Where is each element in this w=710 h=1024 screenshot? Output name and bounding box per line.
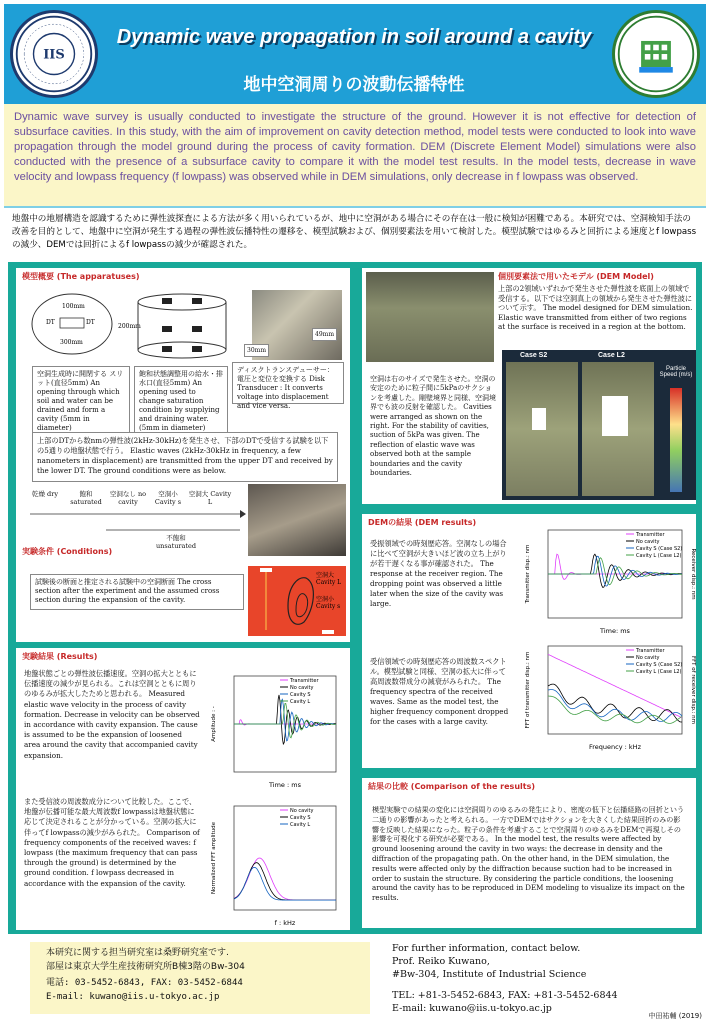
y-axis-label-right: Receiver disp.: nm [690, 548, 696, 600]
legend-entry: Cavity L (Case L2) [636, 669, 682, 675]
speed-colorbar [670, 388, 682, 492]
legend-entry: Cavity S (Case S2) [636, 546, 683, 552]
abstract-en: Dynamic wave survey is usually conducted to investigate the structure of the ground. However it is not effective for detection of subsurface cavities. In this study, with the aim of improvement on cavity detection method, model tests were conducted to look into wave propagation through the model ground during the process of cavity formation. DEM (Discrete Element Model) simulations were also conducted with the presence of a subsurface cavity to compare it with the model test results. In the model tests, decrease in wave velocity and lowpass frequency (f lowpass) was observed while in DEM simulations, only decrease in f lowpass was observed. [4, 104, 706, 208]
dem-cavity-description: 空洞は右のサイズで発生させた。空洞の安定のために粒子間に5kPaのサクションを考慮した。剛壁境界と同様、空洞境界でも波の反射を確認した。 Cavities were arranged as shown on the right. For the stability of cavities, suction of 5kPa was given. The reflection of elastic wave was observed both at the sample boundaries and the cavity boundaries. [366, 372, 500, 496]
poster-title-en: Dynamic wave propagation in soil around a cavity [116, 26, 592, 48]
y-axis-label: Transmitter disp.: nm [525, 544, 531, 604]
dem-frequency-chart [522, 640, 696, 752]
velocity-time-chart [208, 670, 350, 790]
contact-en-line2: Prof. Reiko Kuwano, [392, 956, 490, 967]
legend-entry: Transmitter [636, 648, 665, 654]
plot-area [548, 646, 682, 734]
dem-model-image [366, 272, 494, 362]
contact-jp-tel: 電話: 03-5452-6843, FAX: 03-5452-6844 [46, 978, 243, 988]
lab-logo [612, 10, 700, 98]
cross-section-description: 試験後の断面と推定される試験中の空洞断面 The cross section after the experiment and the assumed cross section during the expansion of the cavity. [30, 574, 244, 610]
iis-seal-icon [13, 13, 95, 95]
dim-49-label: 49mm [312, 328, 337, 341]
cavity-l-label: 空洞大 Cavity L [316, 572, 342, 586]
legend-entry: Cavity L (Case L2) [636, 553, 682, 559]
slit-description: 空洞生成時に開閉する スリット(直径5mm) An opening through which soil and water can be drained and form a cavity (5mm in diameter) [32, 366, 130, 434]
university-logo [10, 10, 98, 98]
comparison-text: 模型実験での結果の変化には空洞周りのゆるみの発生により、密度の低下と伝播経路の回折という二通りの影響があったと考えられる。一方でDEMではサクションを大きくした結果回折のみの影響を反映した結果になった。粒子の条件を考慮することで空洞周りのゆるみをDEMで再現しその影響を可視化する研究が必要である。 In the model test, the results were affected by ground loosening around the cavity in two ways: the decrease in density and the diffraction of the propagating path. On the other hand, in the DEM simulation, the results were affected only by the diffraction because suction had to be increased in order to sustain the structure. By considering the particle conditions, the loosening around the cavity has to be reproduced in DEM modeling to visualize its impact on the results. [368, 802, 690, 926]
plot-area [234, 806, 336, 910]
cross-section-photo [248, 484, 346, 556]
legend-entry: No cavity [636, 539, 660, 545]
svg-text:100mm: 100mm [62, 303, 85, 310]
dem-results-panel [360, 512, 698, 770]
contact-jp-line2: 部屋は東京大学生産技術研究所B棟3階のBw-304 [46, 962, 245, 972]
svg-text:IIS: IIS [43, 47, 65, 63]
svg-text:DT: DT [86, 319, 95, 326]
svg-text:300mm: 300mm [60, 339, 83, 346]
case-l2-label: Case L2 [598, 352, 625, 359]
legend-entry: Cavity S (Case S2) [636, 662, 683, 668]
y-axis-label: Amplitude : - [211, 706, 217, 742]
contact-en-line3: #Bw-304, Institute of Industrial Science [392, 969, 587, 980]
legend-entry: No cavity [290, 685, 314, 691]
apparatus-diagram [22, 286, 252, 364]
contact-en [392, 942, 702, 1018]
y-axis-label: FFT of transmitter disp.: nm [525, 651, 531, 729]
fft-chart [208, 800, 350, 928]
frequency-comparison-text: また受信波の周波数成分について比較した。ここで、地盤が伝播可能な最大周波数f lowpassは地盤状態に応じて決定されることが分かっている。空洞の拡大に伴ってf lowpassの減少がみられた。 Comparison of frequency components of the received waves: f lowpass (the maximum frequency that can pass through the ground) is determined by the ground condition. f lowpass decreased in accordance with the expansion of the cavity. [20, 794, 204, 926]
svg-text:200mm: 200mm [118, 323, 141, 330]
contact-jp-mail[interactable]: E-mail: kuwano@iis.u-tokyo.ac.jp [46, 992, 220, 1002]
cavity-l2-hole [602, 396, 628, 436]
elastic-wave-description: 上部のDTから数nmの弾性波(2kHz-30kHz)を発生させ、下部のDTで受信する試験を以下の5通りの地盤状態で行う。 Elastic waves (2kHz-30kHz in frequency, a few nanometers in displacement) are transmitted from the upper DT and received by the lower DT. The ground conditions were as below. [32, 432, 338, 482]
poster-header [4, 4, 706, 104]
cond-saturated: 飽和 saturated [70, 490, 102, 506]
results-panel [14, 646, 352, 932]
x-axis-label: Time : ms [269, 781, 301, 789]
abstract-jp: 地盤中の地層構造を認識するために弾性波探査による方法が多く用いられているが、地中に空洞がある場合にその存在は一般に検知が困難である。本研究では、空洞検知手法の改善を目的として、地盤中に空洞が発生する過程の弾性波伝播特性の遷移を、模型試験および、個別要素法を用いて検討した。模型試験ではゆるみと回折による速度とf lowpassの減少、DEMでは回折によるf lowpassの減少が確認された。 [4, 210, 706, 262]
dem-model-panel [360, 266, 698, 506]
dem-frequency-text: 受信領域での時刻歴応答の周波数スペクトル。模型試験と同様、空洞の拡大に伴って高周波数帯成分の減衰がみられた。 The frequency spectra of the received waves. Same as the model test, the higher frequency component dropped for the cases with a large cavity. [366, 654, 516, 754]
cond-cavity-s: 空洞小 Cavity s [154, 490, 182, 506]
contact-jp [30, 942, 370, 1014]
contact-jp-line1: 本研究に関する担当研究室は桑野研究室です. [46, 948, 229, 958]
author-credit: 中田祐輔 (2019) [648, 1012, 702, 1020]
legend-entry: Transmitter [290, 678, 319, 684]
legend-entry: Cavity L [290, 822, 311, 828]
y-axis-label: Normalized FFT amplitude [211, 821, 217, 895]
apparatus-panel [14, 266, 352, 644]
cond-unsaturated: 不飽和 unsaturated [156, 534, 196, 550]
speed-legend-label: Particle Speed (m/s) [659, 366, 693, 378]
y-axis-label-right: FFT of receiver disp.: nm [690, 655, 696, 725]
poster-title-jp: 地中空洞周りの波動伝播特性 [243, 75, 465, 95]
contact-en-mail[interactable]: E-mail: kuwano@iis.u-tokyo.ac.jp [392, 1003, 552, 1014]
cond-dry: 乾燥 dry [31, 490, 58, 498]
contact-en-line1: For further information, contact below. [392, 943, 581, 954]
legend-entry: Transmitter [636, 532, 665, 538]
dem-time-response-text: 受振領域での時刻歴応答。空洞なしの場合に比べて空洞が大きいほど波の立ち上がりが若干遅くなる事が確認された。 The response at the receiver region. The dropping point was observed a little later when the size of the cavity was large. [366, 536, 516, 636]
dem-time-chart [522, 524, 696, 636]
legend-entry: Cavity S [290, 692, 311, 698]
case-s2-label: Case S2 [520, 352, 548, 359]
contact-en-tel: TEL: +81-3-5452-6843, FAX: +81-3-5452-6844 [392, 990, 618, 1001]
svg-text:DT: DT [46, 319, 55, 326]
results-title: 実験結果 (Results) [22, 652, 98, 661]
legend-entry: No cavity [290, 808, 314, 814]
cavity-s2-hole [532, 408, 546, 430]
dem-model-description: 上部の2領域いずれかで発生させた弾性波を底面上の領域で受信する。以下では空洞真上の領域から発生させた弾性波について示す。 The model designed for DEM simulation. Elastic wave transmitted from either of two regions at the surface is received in a region at the bottom. [498, 284, 693, 332]
cavity-s-label: 空洞小 Cavity s [316, 596, 341, 610]
lab-emblem-icon [615, 13, 697, 95]
x-axis-label: Time: ms [600, 627, 630, 635]
comparison-title: 結果の比較 (Comparison of the results) [368, 782, 535, 791]
legend-entry: Cavity L [290, 699, 311, 705]
x-axis-label: f : kHz [274, 919, 296, 927]
dim-30-label: 30mm [244, 344, 269, 357]
dem-case-images [502, 350, 696, 500]
legend-entry: Cavity S [290, 815, 311, 821]
drain-description: 飽和状態調整用の給水・排水口(直径5mm) An opening used to change saturation condition by supplying and draining water. (5mm in diameter) [134, 366, 228, 434]
transducer-description: ディスクトランスデューサー：電圧と変位を変換する Disk Transducer : It converts voltage into displacement and vice versa. [232, 362, 344, 404]
cond-no-cavity: 空洞なし no cavity [109, 490, 147, 506]
apparatus-title: 模型概要 (The apparatuses) [22, 272, 140, 281]
legend-entry: No cavity [636, 655, 660, 661]
x-axis-label: Frequency : kHz [589, 743, 641, 751]
velocity-text: 地盤状態ごとの弾性波伝播速度。空洞の拡大とともに伝播速度の減少が見られる。これは空洞とともに周りのゆるみが拡大したためと思われる。 Measured elastic wave velocity in the process of cavity formation. Decrease in velocity can be observed in accordance with cavity expansion. The cause is assumed to be the expansion of loosened area around the cavity that accompanied cavity expansion. [20, 666, 204, 790]
conditions-title: 実験条件 (Conditions) [22, 547, 113, 556]
dem-results-title: DEMの結果 (DEM results) [368, 518, 477, 527]
dem-model-title: 個別要素法で用いたモデル (DEM Model) [498, 272, 654, 281]
comparison-panel [360, 776, 698, 930]
cond-cavity-l: 空洞大 Cavity L [188, 490, 232, 506]
